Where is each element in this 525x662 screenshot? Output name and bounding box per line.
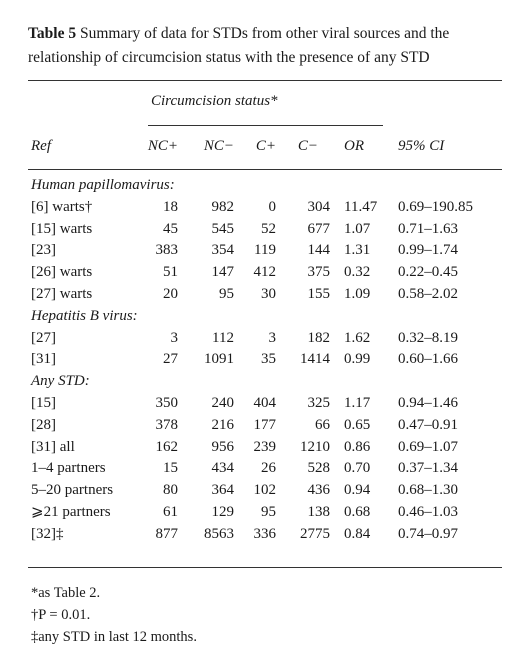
col-header-c-plus: C+ [255,138,276,154]
table-row [0,349,525,371]
cell-nc-plus: 378 [155,416,178,433]
cell-or: 1.17 [344,395,371,411]
cell-nc-plus: 383 [155,242,178,259]
table-row [0,415,525,437]
section-row [0,371,525,393]
cell-ref: [15] [31,395,56,411]
table-row [0,219,525,241]
cell-ref: 5–20 partners [31,482,114,499]
col-header-c-minus: C− [297,138,318,154]
cell-nc-plus: 61 [163,504,178,520]
cell-ci: 0.74–0.97 [398,525,458,542]
cell-ref: [26] warts [31,264,93,281]
cell-c-plus: 52 [261,220,276,237]
bottom-rule [28,567,502,568]
cell-c-minus: 325 [307,395,330,411]
table-row [0,284,525,306]
section-row [0,306,525,328]
cell-c-minus: 2775 [300,525,330,542]
cell-nc-minus: 8563 [204,525,234,542]
cell-ref: [6] warts† [31,198,93,215]
cell-ci: 0.47–0.91 [398,416,458,433]
cell-c-plus: 404 [253,395,276,411]
cell-nc-plus: 3 [170,329,178,346]
cell-nc-plus: 877 [155,525,178,542]
cell-nc-minus: 112 [212,329,234,346]
section-row [0,175,525,197]
table-row [0,262,525,284]
cell-nc-minus: 216 [211,416,234,433]
section-label: Human papillomavirus: [31,177,175,193]
table-row [0,502,525,524]
cell-or: 0.32 [344,264,371,281]
cell-or: 1.09 [344,286,371,302]
cell-c-plus: 239 [253,438,276,455]
cell-nc-minus: 147 [211,264,234,281]
footnote-2: †P = 0.01. [31,607,91,623]
cell-or: 0.65 [344,416,371,433]
cell-nc-plus: 162 [155,438,178,455]
cell-c-plus: 336 [253,525,276,542]
cell-c-minus: 677 [307,220,330,237]
cell-nc-plus: 80 [163,482,178,499]
cell-ci: 0.58–2.02 [398,286,458,302]
cell-ref: ⩾21 partners [31,504,111,520]
cell-or: 1.07 [344,220,371,237]
cell-ci: 0.22–0.45 [398,264,458,281]
cell-nc-minus: 240 [211,395,234,411]
table-caption-text: Summary of data for STDs from other viral sources and the relationship of circumcision status with the presence of any STD [28,25,450,66]
cell-ci: 0.46–1.03 [398,504,458,520]
cell-nc-plus: 45 [163,220,178,237]
cell-nc-minus: 129 [211,504,234,520]
cell-ref: [31] [31,351,56,368]
cell-ref: [27] warts [31,286,93,302]
table-number: Table 5 [28,25,77,42]
cell-ci: 0.71–1.63 [398,220,458,237]
table-row [0,524,525,546]
cell-nc-minus: 982 [211,198,234,215]
cell-or: 11.47 [344,198,378,215]
cell-nc-minus: 434 [211,460,234,477]
cell-c-plus: 3 [268,329,276,346]
cell-c-plus: 30 [261,286,276,302]
cell-c-plus: 26 [261,460,276,477]
cell-nc-plus: 15 [163,460,178,477]
cell-or: 0.68 [344,504,371,520]
cell-ci: 0.69–1.07 [398,438,458,455]
cell-nc-plus: 18 [163,198,178,215]
cell-c-minus: 1414 [300,351,330,368]
cell-ci: 0.99–1.74 [398,242,458,259]
col-header-ci: 95% CI [398,138,445,154]
cell-or: 0.86 [344,438,371,455]
cell-ci: 0.37–1.34 [398,460,458,477]
cell-c-minus: 375 [307,264,330,281]
cell-ci: 0.32–8.19 [398,329,458,346]
cell-ci: 0.68–1.30 [398,482,458,499]
table-row [0,458,525,480]
cell-or: 1.31 [344,242,371,259]
cell-or: 0.99 [344,351,371,368]
table-row [0,393,525,415]
cell-c-plus: 0 [268,198,276,215]
cell-c-minus: 436 [307,482,330,499]
table-row [0,240,525,262]
footnote-1: *as Table 2. [31,585,101,601]
cell-nc-plus: 350 [155,395,178,411]
footnote-3: ‡any STD in last 12 months. [31,629,197,645]
table-row [0,197,525,219]
cell-ref: [31] all [31,438,75,455]
table-row [0,480,525,502]
cell-nc-plus: 51 [163,264,178,281]
cell-nc-minus: 1091 [204,351,234,368]
col-header-nc-minus: NC− [203,138,234,154]
cell-c-minus: 144 [307,242,330,259]
col-header-nc-plus: NC+ [147,138,178,154]
cell-c-minus: 1210 [300,438,330,455]
cell-ci: 0.60–1.66 [398,351,458,368]
section-label: Hepatitis B virus: [31,307,138,324]
cell-c-plus: 119 [254,242,276,259]
cell-or: 0.84 [344,525,371,542]
cell-ref: 1–4 partners [31,460,106,477]
cell-c-minus: 155 [307,286,330,302]
table-row [0,437,525,459]
circumcision-status-header: Circumcision status* [151,93,278,109]
cell-nc-plus: 20 [163,286,178,302]
cell-or: 1.62 [344,329,371,346]
section-label: Any STD: [31,373,90,390]
cell-or: 0.70 [344,460,371,477]
cell-c-minus: 182 [307,329,330,346]
cell-nc-plus: 27 [163,351,178,368]
cell-c-plus: 412 [253,264,276,281]
cell-ref: [15] warts [31,220,93,237]
cell-c-plus: 95 [261,504,276,520]
cell-ci: 0.69–190.85 [398,198,473,215]
cell-ci: 0.94–1.46 [398,395,458,411]
cell-ref: [32]‡ [31,525,64,542]
cell-nc-minus: 364 [211,482,234,499]
cell-c-minus: 138 [307,504,330,520]
cell-ref: [27] [31,329,56,346]
cell-c-minus: 528 [307,460,330,477]
cell-c-plus: 102 [253,482,276,499]
col-header-ref: Ref [31,138,51,154]
cell-or: 0.94 [344,482,371,499]
cell-ref: [23] [31,242,56,259]
cell-c-plus: 177 [253,416,276,433]
cell-nc-minus: 545 [211,220,234,237]
cell-c-minus: 304 [307,198,330,215]
cell-ref: [28] [31,416,56,433]
cell-c-plus: 35 [261,351,276,368]
cell-nc-minus: 354 [211,242,234,259]
col-header-or: OR [344,138,364,154]
cell-nc-minus: 95 [219,286,234,302]
table-row [0,328,525,350]
cell-c-minus: 66 [315,416,330,433]
cell-nc-minus: 956 [211,438,234,455]
